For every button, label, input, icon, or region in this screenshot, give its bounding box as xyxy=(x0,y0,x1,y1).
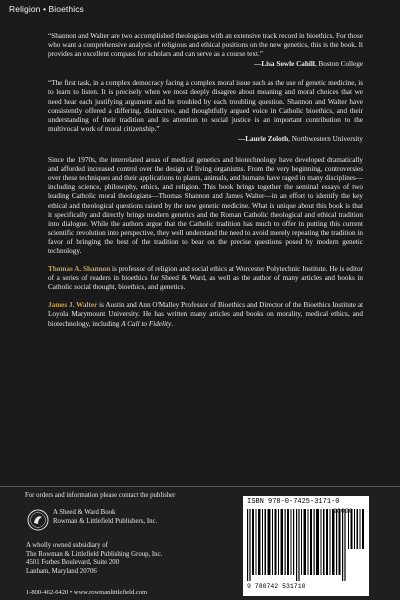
author-bio-end: . xyxy=(171,319,173,328)
author-name: Thomas A. Shannon xyxy=(48,265,111,274)
quote-attribution xyxy=(48,60,363,69)
publisher-line: Rowman & Littlefield Publishers, Inc. xyxy=(53,517,158,525)
website-link[interactable]: www.rowmanlittlefield.com xyxy=(73,589,148,596)
subsidiary-line: The Rowman & Littlefield Publishing Group, Inc. xyxy=(26,550,163,558)
address-line: Lanham, Maryland 20706 xyxy=(26,568,97,576)
endorsement-quote-1 xyxy=(48,32,363,69)
publisher-line: A Sheed & Ward Book xyxy=(53,509,116,516)
address-line: 4501 Forbes Boulevard, Suite 200 xyxy=(26,559,120,567)
isbn-digits: 9 780742 531710 xyxy=(247,583,306,590)
quote-text: “Shannon and Walter are two accomplished theologians with an extensive track record in bioethics. For those who want a comprehensive analysis of religious and ethical positions on the new genetics, this is the book. It provides an excellent compass for scholars and can serve as a course text.” xyxy=(48,32,363,59)
book-title: A Call to Fidelity xyxy=(121,319,172,328)
author-bio-text: is Austin and Ann O'Malley Professor of Bioethics and Director of the Bioethics Institute at Loyola Marymount University. He has written many articles and books on morality, medical ethics, and biotechnology, including xyxy=(48,301,364,328)
publisher-logo-icon xyxy=(27,509,49,531)
quote-text: “The first task, in a complex democracy facing a complex moral issue such as the use of genetic medicine, is to learn to listen. It is precisely when we most deeply disagree about meaning and moral choices that we need hear each justifying argument and be troubled by each troubling question. Shannon and Walter have consistently offered a differing, distinctive, and thoughtfully argued voice in Catholic bioethics, and their understanding of their tradition and its attention to social justice is an important contribution to the multivocal work of moral citizenship.” xyxy=(48,79,363,133)
author-bio-1 xyxy=(48,265,363,292)
quote-affiliation: , Boston College xyxy=(314,60,363,69)
book-description: Since the 1970s, the interrelated areas of medical genetics and biotechnology have developed dramatically and afforded increased control over the design of living organisms. From the very beginning, controversies over these techniques and their applications to plants, animals, and humans have raged in many disciplines—including science, philosophy, ethics, and religion. This book brings together the seminal essays of two leading Catholic moral theologians—Thomas Shannon and James Walter—in an effort to identify the key ethical and theological questions raised by the new genetic medicine. What is unique about this book is that it specifically and directly brings modern genetics and the Roman Catholic theological and ethical tradition into dialogue. While the authors argue that the Catholic tradition has much to offer in putting this current scientific revolution into perspective, they well understand the need to avoid merely repeating the tradition in favor of bringing the best of the tradition to bear on the precise questions posed by modern genetic technology. xyxy=(48,156,363,255)
cover-text xyxy=(48,32,363,336)
separator-dot: • xyxy=(68,589,74,596)
barcode xyxy=(243,496,369,596)
quote-affiliation: , Northwestern University xyxy=(288,134,363,143)
publisher-contact xyxy=(26,589,147,596)
phone-number: 1-800-462-6420 xyxy=(26,589,69,596)
quote-author: —Laurie Zoloth xyxy=(238,134,289,143)
quote-author: —Lisa Sowle Cahill xyxy=(254,60,315,69)
subsidiary-line: A wholly owned subsidiary of xyxy=(26,542,108,549)
order-info: For orders and information please contact the publisher xyxy=(25,492,176,499)
publisher-address-block xyxy=(26,542,162,577)
quote-attribution xyxy=(48,135,363,144)
endorsement-quote-2 xyxy=(48,79,363,144)
barcode-bars xyxy=(247,509,365,581)
isbn-label: ISBN 978-0-7425-3171-0 xyxy=(247,498,340,506)
author-name: James J. Walter xyxy=(48,301,98,310)
author-bio-2 xyxy=(48,301,363,328)
category-label: Religion • Bioethics xyxy=(9,4,84,14)
publisher-name-block xyxy=(53,509,157,526)
author-bio-text: is professor of religion and social ethics at Worcester Polytechnic Institute. He is editor of a series of readers in bioethics for Sheed & Ward, as well as the author of many articles and books in Catholic social thought, bioethics, and genetics. xyxy=(48,265,364,292)
